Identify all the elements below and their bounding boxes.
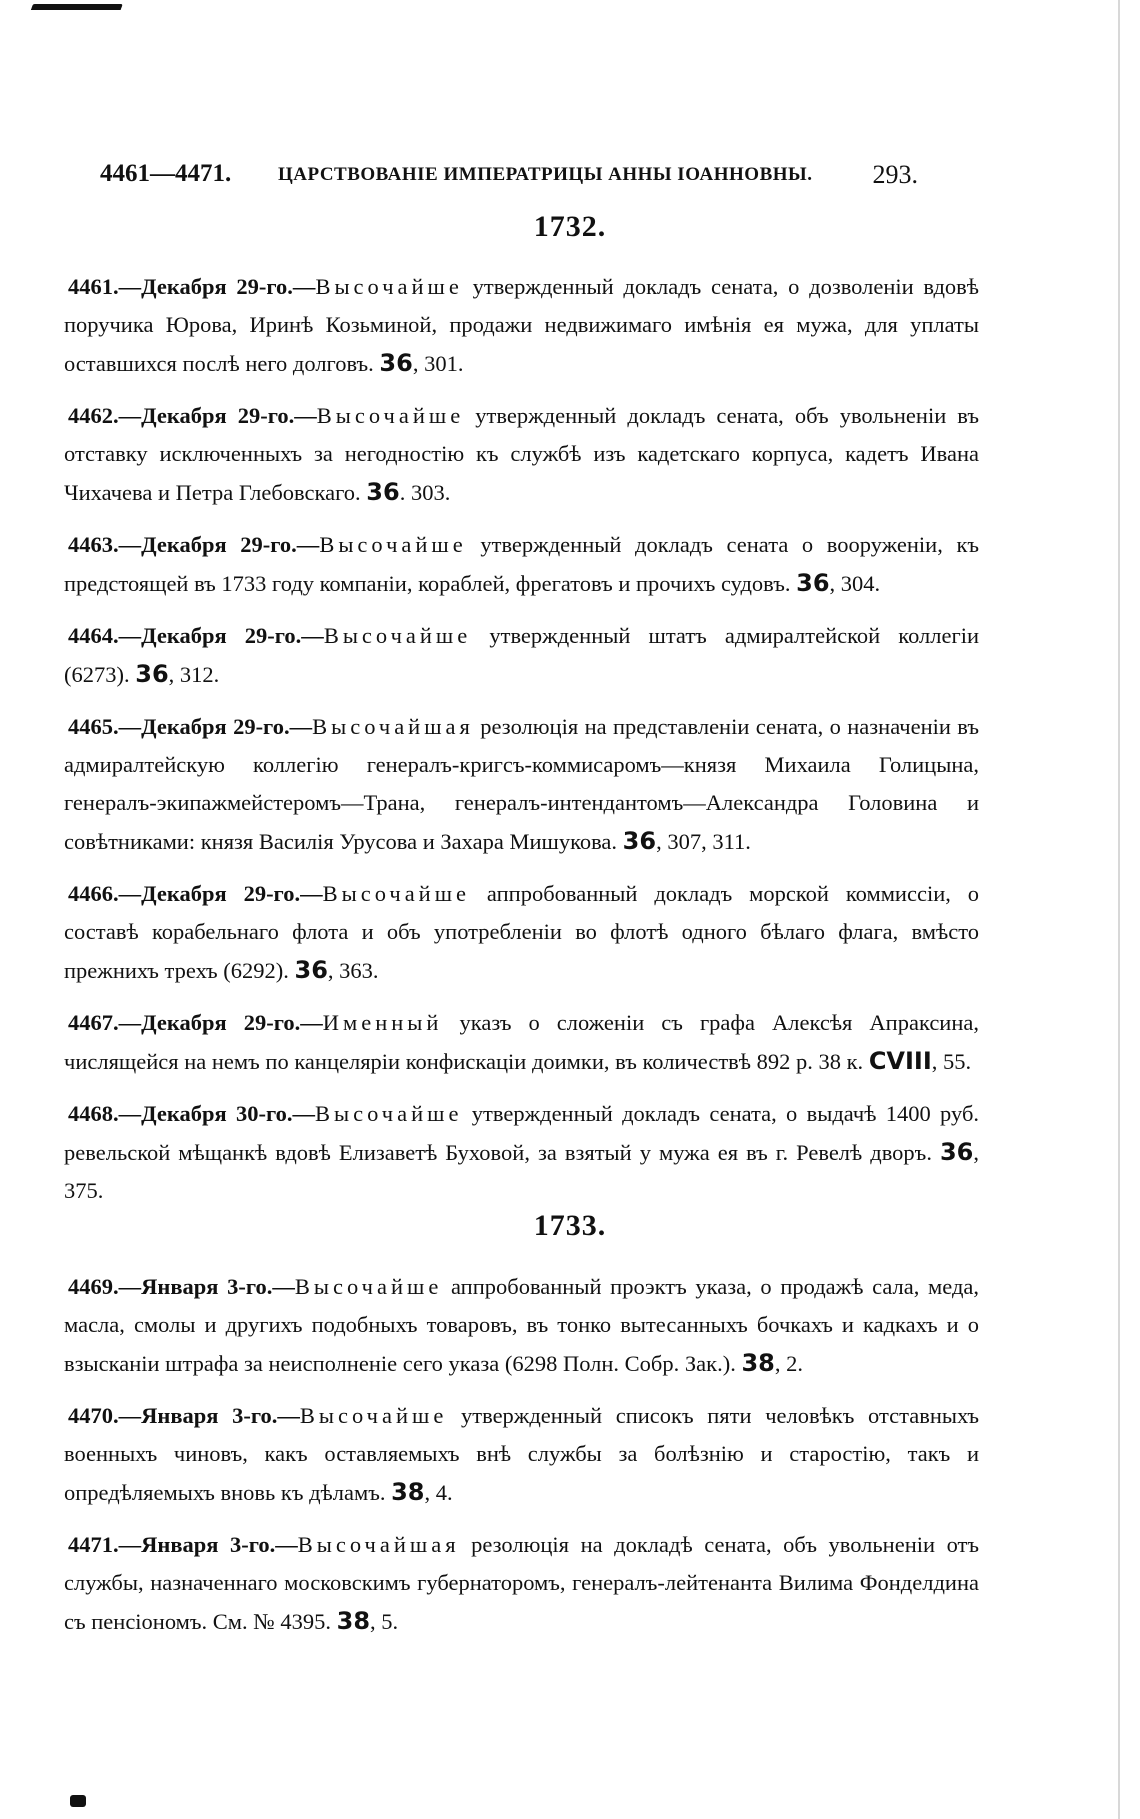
ink-smudge	[70, 1795, 86, 1807]
entry-number: 4465.	[68, 714, 119, 739]
year-heading: 1733.	[533, 1209, 607, 1242]
entries-1732	[64, 268, 979, 1224]
running-header	[100, 160, 940, 196]
entry-text: аппробованный докладъ морской коммиссіи, о составѣ корабельнаго флота и объ употребленіи во флотѣ одного бѣлаго флага, вмѣсто прежнихъ трехъ (6292).	[64, 881, 979, 983]
entry-kind: Высочайшая	[312, 714, 474, 739]
entry-kind: Высочайше	[319, 532, 467, 557]
entry-number: 4462.	[68, 403, 119, 428]
entry-kind: Высочайше	[322, 881, 471, 906]
entry-text: аппробованный проэктъ указа, о продажѣ сала, меда, масла, смолы и другихъ подобныхъ товаровъ, въ тонко вытесанныхъ бочкахъ и кадкахъ и о взысканіи штрафа за неисполненіе сего указа (6298 Полн. Собр. Зак.).	[64, 1274, 980, 1376]
entry	[64, 1397, 979, 1512]
entry-volume: 36	[622, 827, 657, 855]
entry-text: утвержденный докладъ сената, объ увольненіи въ отставку исключенныхъ за негодностію къ службѣ изъ кадетскаго корпуса, кадетъ Ивана Чихачева и Петра Глебовскаго.	[64, 403, 980, 505]
entries-1733	[64, 1268, 979, 1655]
entry	[64, 397, 979, 512]
entry-text: утвержденный штатъ адмиралтейской коллегіи (6273).	[64, 623, 980, 687]
entry-date: —Января 3-го.—	[118, 1532, 298, 1557]
entry-text: утвержденный докладъ сената, о выдачѣ 1400 руб. ревельской мѣщанкѣ вдовѣ Елизаветѣ Буховой, за взятый у мужа ея въ г. Ревелѣ дворъ.	[64, 1101, 980, 1165]
entry	[64, 526, 979, 603]
entry-pages: , 307, 311.	[656, 829, 751, 854]
entry	[64, 1268, 979, 1383]
entry-text: утвержденный докладъ сената о вооруженіи, къ предстоящей въ 1733 году компаніи, кораблей, фрегатовъ и прочихъ судовъ.	[64, 532, 980, 596]
entry-number: 4469.	[68, 1274, 119, 1299]
page-number: 293.	[872, 160, 918, 189]
entry-kind: Высочайше	[294, 1274, 443, 1299]
entry-volume: 36	[135, 660, 169, 688]
entry-kind: Высочайше	[316, 403, 465, 428]
entry-date: —Января 3-го.—	[118, 1274, 295, 1299]
entry-kind: Высочайше	[323, 623, 472, 648]
entry-volume: 38	[741, 1349, 775, 1377]
entry	[64, 875, 979, 990]
ink-smudge	[27, 4, 123, 20]
entry-volume: 36	[366, 478, 400, 506]
entry-volume: 36	[939, 1138, 974, 1166]
entry-volume: CVIII	[868, 1047, 932, 1075]
entry-kind: Высочайше	[315, 1101, 463, 1126]
entry-number: 4471.	[68, 1532, 119, 1557]
entry-volume: 36	[379, 349, 413, 377]
entry-number: 4463.	[68, 532, 119, 557]
entry-date: —Декабря 29-го.—	[118, 1010, 323, 1035]
entry	[64, 1095, 979, 1210]
entry	[64, 1004, 979, 1081]
entry-date: —Января 3-го.—	[118, 1403, 300, 1428]
entry-kind: Высочайше	[315, 274, 463, 299]
entry-pages: , 2.	[774, 1351, 803, 1376]
entry-date: —Декабря 29-го.—	[118, 881, 323, 906]
page-edge	[1118, 0, 1120, 1819]
entry-number: 4461.	[68, 274, 119, 299]
entry	[64, 268, 979, 383]
entry-date: —Декабря 29-го.—	[118, 714, 313, 739]
entry-number: 4466.	[68, 881, 119, 906]
entry-volume: 36	[294, 956, 328, 984]
entry-date: —Декабря 29-го.—	[118, 532, 320, 557]
entry-kind: Высочайше	[299, 1403, 448, 1428]
entry-kind: Высочайшая	[297, 1532, 460, 1557]
entry-volume: 36	[796, 569, 830, 597]
entry-volume: 38	[391, 1478, 425, 1506]
entry-pages: , 312.	[168, 662, 220, 687]
entry-date: —Декабря 29-го.—	[118, 274, 316, 299]
entry-pages: , 4.	[424, 1480, 453, 1505]
entry-volume: 38	[336, 1607, 371, 1635]
entry-number: 4467.	[68, 1010, 119, 1035]
entry-number: 4468.	[68, 1101, 119, 1126]
entry-pages: , 304.	[829, 571, 881, 596]
header-title: ЦАРСТВОВАНІЕ ИМПЕРАТРИЦЫ АННЫ ІОАННОВНЫ.	[278, 164, 813, 185]
entry-pages: , 363.	[327, 958, 379, 983]
entry	[64, 1526, 979, 1641]
entry-text: утвержденный списокъ пяти человѣкъ отставныхъ военныхъ чиновъ, какъ оставляемыхъ внѣ службы за болѣзнію и старостію, такъ и опредѣляемыхъ вновь къ дѣламъ.	[64, 1403, 980, 1505]
entry-text: резолюція на представленіи сената, о назначеніи въ адмиралтейскую коллегію генералъ-кригсъ-коммисаромъ—князя Михаила Голицына, генералъ-экипажмейстеромъ—Трана, генералъ-интендантомъ—Александра Головина и совѣтниками: князя Василія Урусова и Захара Мишукова.	[64, 714, 980, 854]
entry-pages: , 375.	[64, 1140, 979, 1203]
entry-text: резолюція на докладѣ сената, объ увольненіи отъ службы, назначеннаго московскимъ губернаторомъ, генералъ-лейтенанта Вилима Фонделдина съ пенсіономъ. См. № 4395.	[64, 1532, 980, 1634]
entry-pages: , 55.	[931, 1049, 972, 1074]
entry	[64, 708, 979, 861]
entry	[64, 617, 979, 694]
entry-range: 4461—4471.	[100, 160, 232, 187]
entry-kind: Именный	[322, 1010, 443, 1035]
entry-number: 4464.	[68, 623, 119, 648]
entry-date: —Декабря 30-го.—	[118, 1101, 316, 1126]
year-heading: 1732.	[533, 210, 607, 243]
entry-pages: , 301.	[412, 351, 464, 376]
entry-date: —Декабря 29-го.—	[118, 403, 317, 428]
entry-text: утвержденный докладъ сената, о дозволеніи вдовѣ поручика Юрова, Иринѣ Козьминой, продажи недвижимаго имѣнія ея мужа, для уплаты оставшихся послѣ него долговъ.	[64, 274, 980, 376]
entry-text: указъ о сложеніи съ графа Алексѣя Апраксина, числящейся на немъ по канцеляріи конфискаціи доимки, въ количествѣ 892 р. 38 к.	[64, 1010, 980, 1074]
entry-number: 4470.	[68, 1403, 119, 1428]
entry-pages: , 5.	[370, 1609, 399, 1634]
entry-pages: . 303.	[399, 480, 451, 505]
entry-date: —Декабря 29-го.—	[118, 623, 324, 648]
